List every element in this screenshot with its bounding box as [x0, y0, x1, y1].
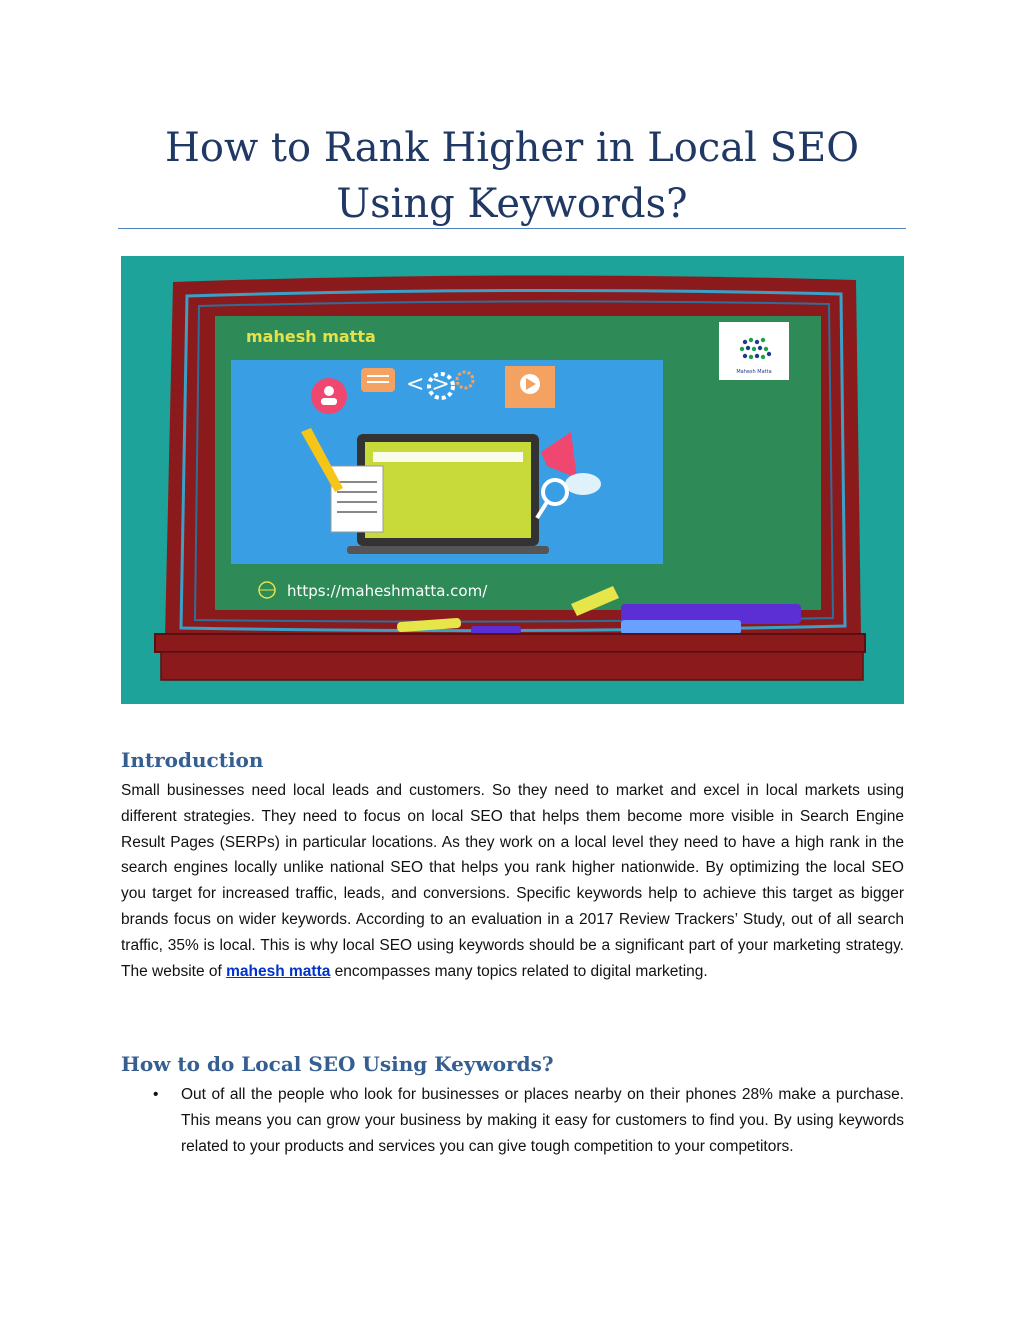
introduction-heading: Introduction — [121, 748, 264, 772]
howto-bullet-list — [121, 1082, 904, 1159]
howto-heading: How to do Local SEO Using Keywords? — [121, 1052, 554, 1076]
banner-brand-text: mahesh matta — [246, 327, 376, 346]
cloud-icon — [565, 473, 601, 495]
bullet-text: Out of all the people who look for businesses or places nearby on their phones 28% make a purchase. This means you can grow your business by making it easy for customers to find you. By using keywords related to your products and services you can give tough competition to your competitors. — [181, 1086, 904, 1155]
chalk-ledge — [155, 634, 865, 652]
banner-url-text: https://maheshmatta.com/ — [287, 582, 488, 600]
intro-text-before-link: Small businesses need local leads and customers. So they need to market and excel in local markets using different strategies. They need to focus on local SEO that helps them become more visible in Search Engine Result Pages (SERPs) in particular locations. As they work on a local level they need to have a high rank in the search engines locally unlike national SEO that helps you rank higher nationwide. By optimizing the local SEO you target for increased traffic, leads, and conversions. Specific keywords help to achieve this target as bigger brands focus on wider keywords. According to an evaluation in a 2017 Review Trackers’ Study, out of all search traffic, 35% is local. This is why local SEO using keywords should be a significant part of your marketing strategy. The website of — [121, 782, 904, 980]
menu-bubble-icon — [361, 368, 395, 392]
page-title: How to Rank Higher in Local SEO Using Keywords? — [164, 125, 859, 227]
introduction-paragraph — [121, 778, 904, 984]
title-underline — [118, 228, 906, 229]
mahesh-matta-link[interactable]: mahesh matta — [226, 962, 331, 980]
document-icon — [331, 466, 383, 532]
banner-image — [121, 256, 904, 704]
intro-text-after-link: encompasses many topics related to digital marketing. — [334, 962, 708, 980]
list-item — [121, 1082, 904, 1159]
logo-caption: Mahesh Matta — [736, 369, 772, 375]
code-brackets-icon: < > — [406, 372, 450, 397]
bullet-icon: • — [153, 1086, 159, 1103]
